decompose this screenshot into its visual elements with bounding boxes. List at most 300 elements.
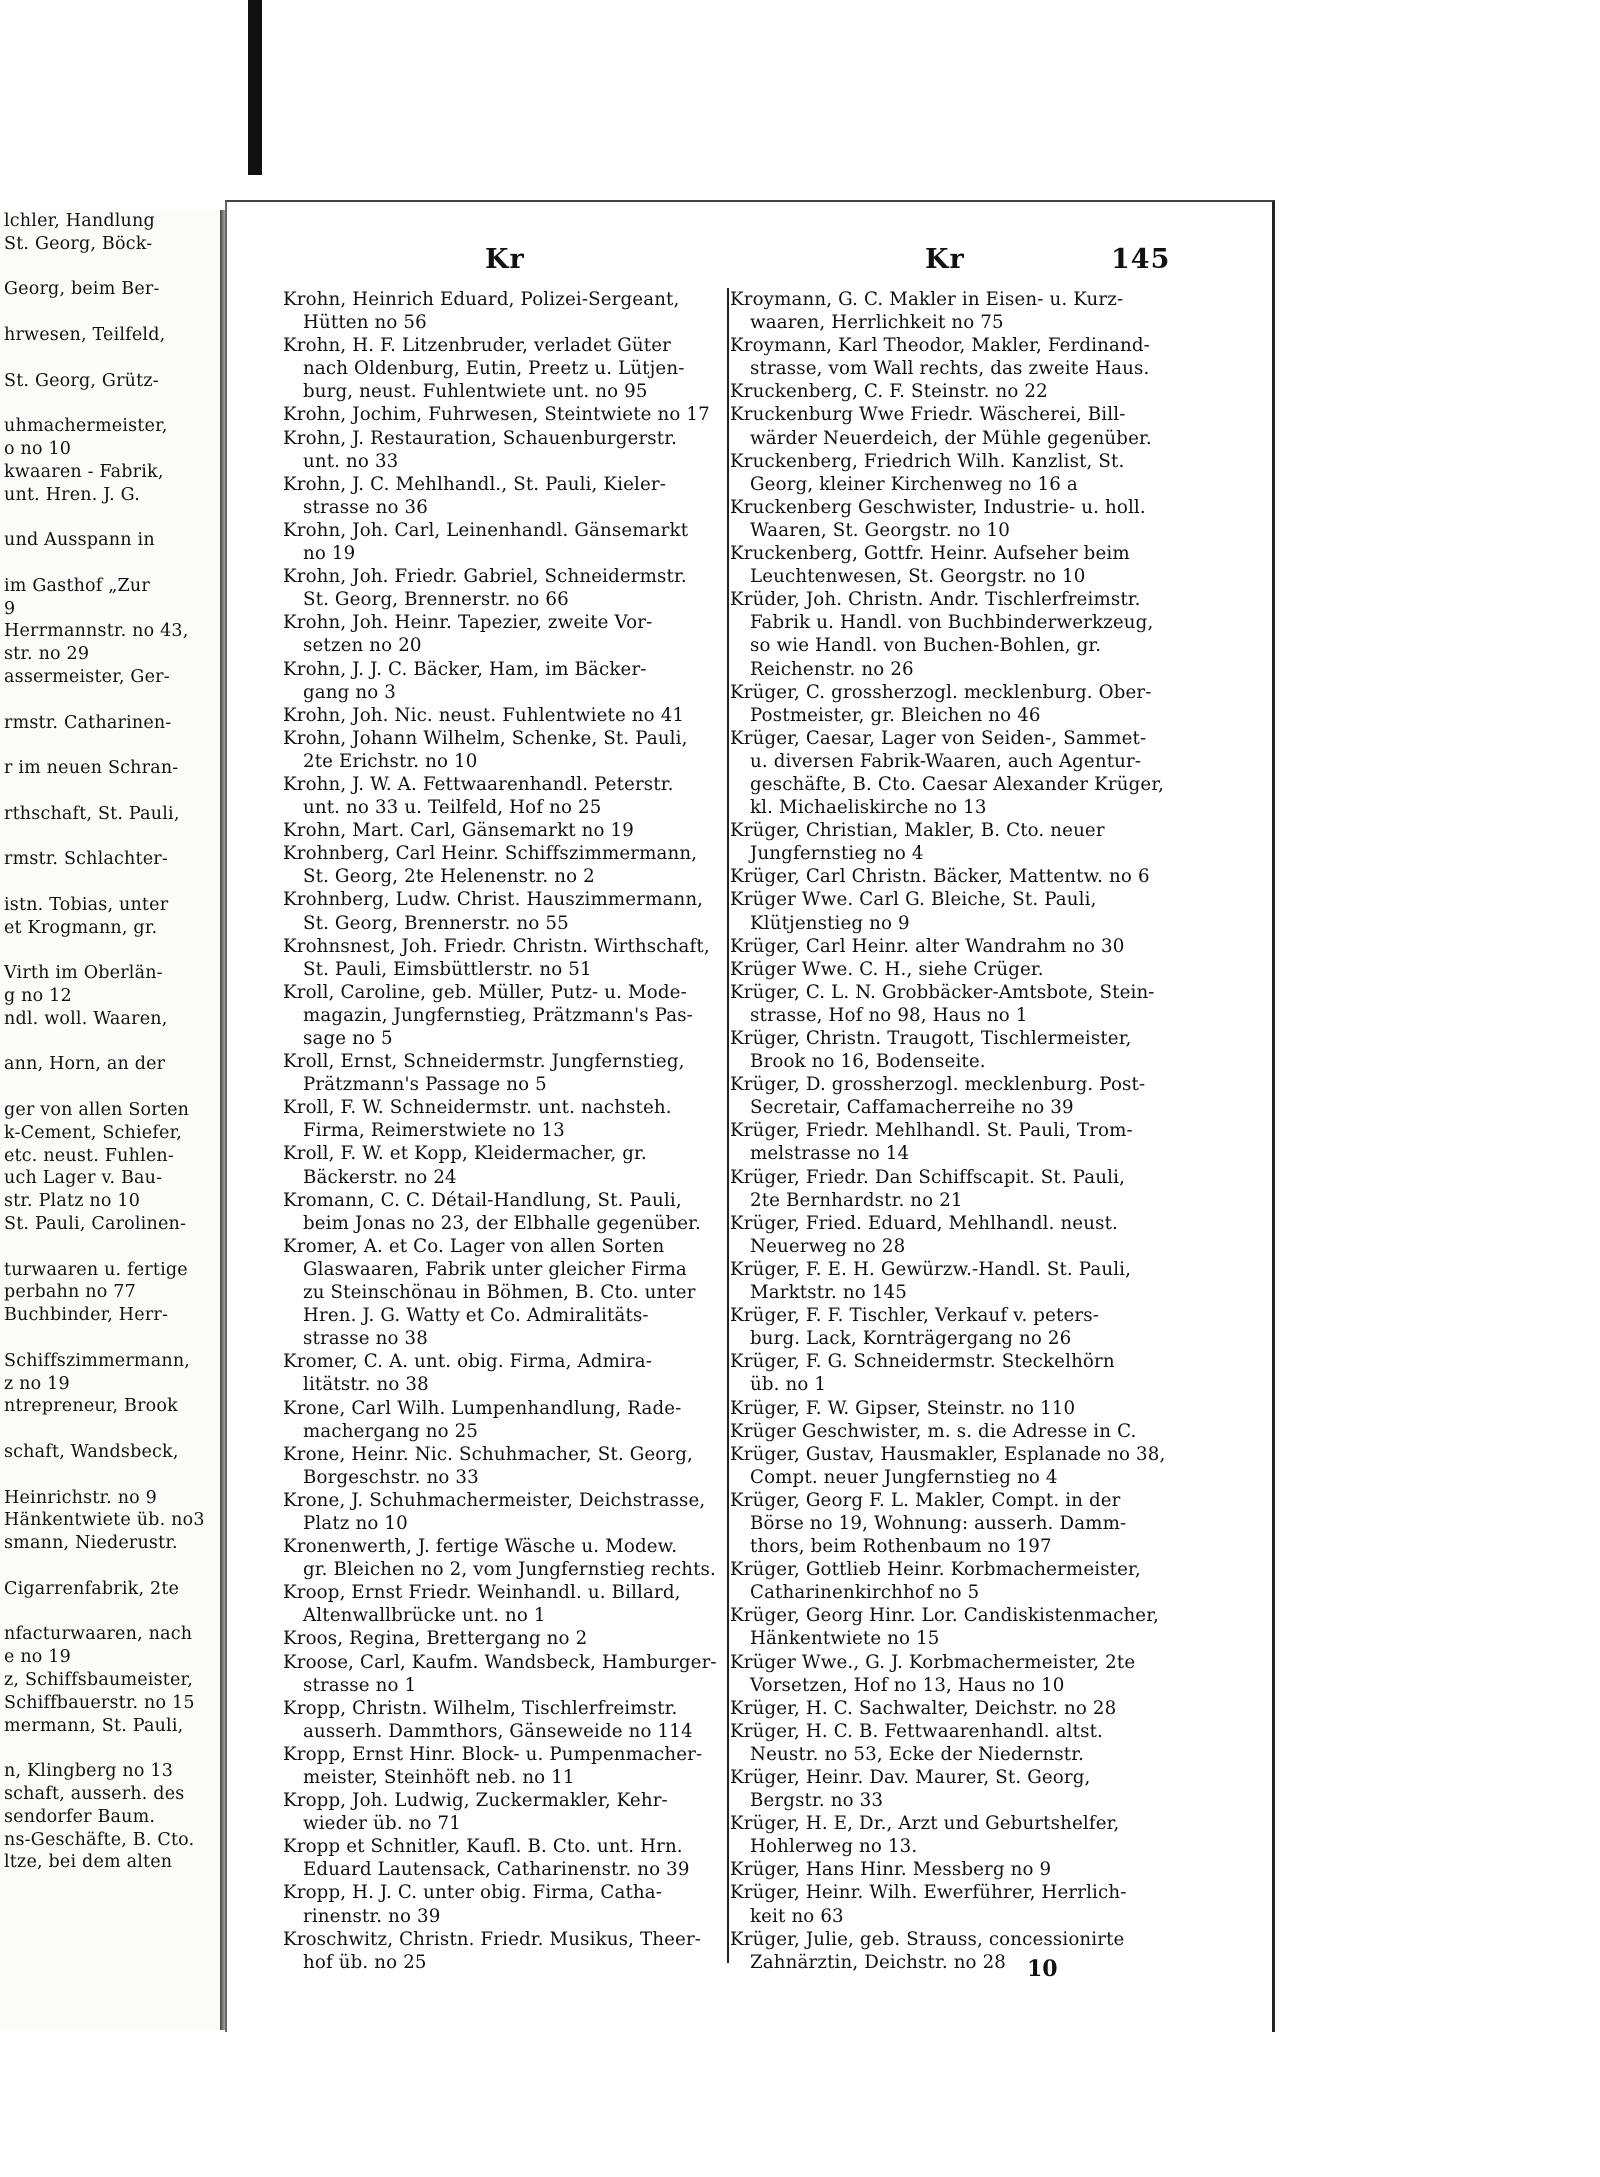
- directory-entry: [730, 958, 1170, 981]
- entry-line: Kropp, H. J. C. unter obig. Firma, Catha-: [283, 1882, 663, 1904]
- fragment-line: Schiffbauerstr. no 15: [4, 1692, 195, 1713]
- fragment-line: [0, 940, 220, 963]
- directory-entry: [730, 1304, 1170, 1350]
- entry-line: Borgeschstr. no 33: [303, 1466, 479, 1488]
- directory-entry: [283, 1581, 723, 1627]
- entry-line: Platz no 10: [303, 1512, 408, 1534]
- fragment-line: schaft, Wandsbeck,: [4, 1442, 179, 1463]
- entry-line: Krüger, Carl Christn. Bäcker, Mattentw. no 6: [730, 866, 1150, 888]
- entry-line: Krüger, Heinr. Wilh. Ewerführer, Herrlich-: [730, 1882, 1127, 1904]
- fragment-line: [0, 871, 220, 894]
- directory-entry: [283, 1443, 723, 1489]
- entry-line: Hänkentwiete no 15: [750, 1628, 940, 1650]
- entry-line: meister, Steinhöft neb. no 11: [303, 1767, 575, 1788]
- entry-line: Kropp, Joh. Ludwig, Zuckermakler, Kehr-: [283, 1790, 668, 1812]
- fragment-line: Cigarrenfabrik, 2te: [4, 1578, 180, 1599]
- directory-entry: [730, 1212, 1170, 1258]
- right-page: [225, 200, 1275, 2032]
- entry-line: Kromann, C. C. Détail-Handlung, St. Pauli,: [283, 1189, 682, 1211]
- running-head-left: Kr: [485, 244, 525, 275]
- fragment-line: k-Cement, Schiefer,: [4, 1122, 182, 1143]
- entry-line: Krüger, F. G. Schneidermstr. Steckelhörn: [730, 1351, 1115, 1373]
- directory-entry: [730, 1350, 1170, 1396]
- fragment-line: [0, 347, 220, 370]
- entry-line: strasse no 36: [303, 496, 428, 518]
- directory-entry: [730, 1073, 1170, 1119]
- directory-entry: [730, 819, 1170, 865]
- entry-line: so wie Handl. von Buchen-Bohlen, gr.: [750, 635, 1102, 657]
- entry-line: Krüger Wwe. C. H., siehe Crüger.: [730, 958, 1044, 980]
- fragment-line: [0, 826, 220, 849]
- entry-line: Krohn, Joh. Friedr. Gabriel, Schneidermstr.: [283, 566, 687, 588]
- directory-entry: [283, 403, 723, 426]
- fragment-line: [0, 734, 220, 757]
- entry-line: keit no 63: [750, 1905, 844, 1927]
- entry-line: Krüger, Christn. Traugott, Tischlermeister,: [730, 1028, 1132, 1049]
- entry-line: Bäckerstr. no 24: [303, 1166, 457, 1188]
- entry-line: Georg, kleiner Kirchenweg no 16 a: [750, 473, 1078, 495]
- fragment-line: et Krogmann, gr.: [4, 917, 158, 938]
- entry-line: magazin, Jungfernstieg, Prätzmann's Pas-: [303, 1004, 693, 1026]
- entry-line: Krüger, Gustav, Hausmakler, Esplanade no 38,: [730, 1443, 1166, 1465]
- fragment-line: [0, 1418, 220, 1441]
- fragment-line: [0, 780, 220, 803]
- fragment-line: ger von allen Sorten: [4, 1100, 190, 1121]
- directory-entry: [283, 935, 723, 981]
- directory-entry: [283, 611, 723, 657]
- entry-line: Krüger, Julie, geb. Strauss, concessionirte: [730, 1928, 1125, 1950]
- directory-entry: [730, 542, 1170, 588]
- directory-entry: [283, 1697, 723, 1743]
- fragment-line: o no 10: [4, 438, 72, 459]
- entry-line: Bergstr. no 33: [750, 1790, 884, 1812]
- directory-entry: [730, 1604, 1170, 1650]
- fragment-line: smann, Niederustr.: [4, 1533, 178, 1554]
- entry-line: Altenwallbrücke unt. no 1: [303, 1605, 546, 1627]
- entry-line: St. Pauli, Eimsbüttlerstr. no 51: [303, 958, 592, 980]
- directory-entry: [283, 565, 723, 611]
- entry-line: Krüger, C. L. N. Grobbäcker-Amtsbote, Stein-: [730, 981, 1155, 1003]
- entry-line: rinenstr. no 39: [303, 1905, 441, 1927]
- directory-entry: [283, 1928, 723, 1974]
- page-number: 145: [1111, 244, 1171, 275]
- directory-entry: [730, 935, 1170, 958]
- entry-line: Kroll, Caroline, geb. Müller, Putz- u. Mode-: [283, 981, 687, 1003]
- entry-line: Krüger, C. grossherzogl. mecklenburg. Ober-: [730, 681, 1152, 703]
- entry-line: ausserh. Dammthors, Gänseweide no 114: [303, 1720, 693, 1742]
- entry-line: Krone, J. Schuhmachermeister, Deichstrasse,: [283, 1489, 706, 1511]
- fragment-line: ntrepreneur, Brook: [4, 1396, 178, 1417]
- entry-line: strasse no 1: [303, 1674, 417, 1696]
- fragment-line: [0, 301, 220, 324]
- entry-line: 2te Erichstr. no 10: [303, 750, 478, 772]
- entry-line: Neustr. no 53, Ecke der Niedernstr.: [750, 1743, 1085, 1765]
- entry-line: St. Georg, 2te Helenenstr. no 2: [303, 866, 595, 888]
- entry-line: Kronenwerth, J. fertige Wäsche u. Modew.: [283, 1536, 678, 1558]
- entry-line: Krohn, J. Restauration, Schauenburgerstr.: [283, 427, 678, 449]
- fragment-line: [0, 1555, 220, 1578]
- entry-line: Kruckenberg, C. F. Steinstr. no 22: [730, 381, 1048, 403]
- fragment-line: Buchbinder, Herr-: [4, 1305, 169, 1326]
- directory-entry: [730, 1443, 1170, 1489]
- directory-entry: [283, 1535, 723, 1581]
- fragment-line: [0, 1076, 220, 1099]
- directory-entry: [283, 888, 723, 934]
- directory-entry: [730, 403, 1170, 449]
- entry-line: Krone, Heinr. Nic. Schuhmacher, St. Georg,: [283, 1443, 693, 1465]
- entry-line: Krohn, Joh. Nic. neust. Fuhlentwiete no 41: [283, 704, 685, 726]
- entry-line: zu Steinschönau in Böhmen, B. Cto. unter: [303, 1282, 696, 1304]
- directory-entry: [730, 450, 1170, 496]
- entry-line: Firma, Reimerstwiete no 13: [303, 1120, 565, 1142]
- directory-entry: [730, 1928, 1170, 1974]
- directory-entry: [283, 1789, 723, 1835]
- entry-line: Krüger, H. C. Sachwalter, Deichstr. no 28: [730, 1697, 1117, 1719]
- entry-line: Krüger, F. E. H. Gewürzw.-Handl. St. Pauli,: [730, 1258, 1132, 1280]
- directory-entry: [730, 1166, 1170, 1212]
- fragment-line: e no 19: [4, 1647, 71, 1668]
- entry-line: geschäfte, B. Cto. Caesar Alexander Krüger,: [750, 773, 1165, 795]
- directory-entry: [730, 1766, 1170, 1812]
- entry-line: Compt. neuer Jungfernstieg no 4: [750, 1466, 1058, 1488]
- directory-entry: [283, 819, 723, 842]
- entry-line: u. diversen Fabrik-Waaren, auch Agentur-: [750, 750, 1142, 772]
- entry-line: Secretair, Caffamacherreihe no 39: [750, 1097, 1074, 1119]
- directory-entry: [283, 1142, 723, 1188]
- fragment-line: lchler, Handlung: [4, 211, 155, 231]
- directory-entry: [730, 288, 1170, 334]
- column-rule: [727, 288, 729, 1963]
- entry-line: Kroll, F. W. et Kopp, Kleidermacher, gr.: [283, 1143, 647, 1165]
- entry-line: Kroll, F. W. Schneidermstr. unt. nachsteh.: [283, 1097, 672, 1119]
- fragment-line: str. Platz no 10: [4, 1191, 141, 1212]
- entry-line: Krüger, H. E, Dr., Arzt und Geburtshelfer,: [730, 1813, 1120, 1835]
- entry-line: Krohn, Heinrich Eduard, Polizei-Sergeant,: [283, 289, 680, 310]
- fragment-line: und Ausspann in: [4, 530, 155, 551]
- directory-entry: [730, 681, 1170, 727]
- fragment-line: istn. Tobias, unter: [4, 894, 169, 915]
- entry-line: Krüger, F. W. Gipser, Steinstr. no 110: [730, 1397, 1076, 1419]
- entry-line: Hren. J. G. Watty et Co. Admiralitäts-: [303, 1305, 649, 1327]
- directory-entry: [283, 704, 723, 727]
- directory-entry: [730, 1812, 1170, 1858]
- entry-line: Krüger, Heinr. Dav. Maurer, St. Georg,: [730, 1767, 1091, 1788]
- directory-entry: [730, 496, 1170, 542]
- entry-line: Marktstr. no 145: [750, 1282, 907, 1304]
- directory-entry: [730, 1420, 1170, 1443]
- fragment-line: Schiffszimmermann,: [4, 1350, 191, 1371]
- entry-line: Krüger Wwe., G. J. Korbmachermeister, 2te: [730, 1651, 1136, 1673]
- directory-column-right: [730, 288, 1170, 1974]
- entry-line: Kruckenberg Geschwister, Industrie- u. holl.: [730, 496, 1146, 518]
- entry-line: unt. no 33: [303, 450, 399, 472]
- directory-entry: [283, 1881, 723, 1927]
- fragment-line: [0, 1737, 220, 1760]
- fragment-line: n, Klingberg no 13: [4, 1761, 174, 1782]
- entry-line: Krüger, Carl Heinr. alter Wandrahm no 30: [730, 935, 1125, 957]
- fragment-line: [0, 1031, 220, 1054]
- entry-line: Kroop, Ernst Friedr. Weinhandl. u. Billard,: [283, 1582, 681, 1604]
- entry-line: gr. Bleichen no 2, vom Jungfernstieg rechts.: [303, 1559, 716, 1581]
- fragment-line: [0, 1464, 220, 1487]
- entry-line: Kromer, C. A. unt. obig. Firma, Admira-: [283, 1351, 653, 1373]
- directory-entry: [283, 334, 723, 403]
- fragment-line: rmstr. Schlachter-: [4, 849, 168, 870]
- entry-line: Krüger Wwe. Carl G. Bleiche, St. Pauli,: [730, 889, 1097, 911]
- left-page-fragment: [0, 210, 222, 2030]
- fragment-line: z, Schiffsbaumeister,: [4, 1670, 193, 1690]
- directory-entry: [283, 1350, 723, 1396]
- directory-entry: [283, 1489, 723, 1535]
- entry-line: Eduard Lautensack, Catharinenstr. no 39: [303, 1859, 690, 1881]
- entry-line: Krohn, J. J. C. Bäcker, Ham, im Bäcker-: [283, 658, 647, 680]
- entry-line: Kroos, Regina, Brettergang no 2: [283, 1628, 588, 1650]
- entry-line: hof üb. no 25: [303, 1951, 427, 1973]
- fragment-line: ndl. woll. Waaren,: [4, 1008, 168, 1029]
- directory-entry: [283, 842, 723, 888]
- entry-line: Fabrik u. Handl. von Buchbinderwerkzeug,: [750, 612, 1154, 634]
- entry-line: litätstr. no 38: [303, 1374, 429, 1396]
- fragment-line: Herrmannstr. no 43,: [4, 621, 189, 642]
- entry-line: strasse, Hof no 98, Haus no 1: [750, 1004, 1028, 1026]
- fragment-line: Georg, beim Ber-: [4, 279, 160, 300]
- entry-line: Reichenstr. no 26: [750, 658, 914, 680]
- entry-line: Krüger, Friedr. Dan Schiffscapit. St. Pauli,: [730, 1166, 1126, 1188]
- directory-entry: [283, 773, 723, 819]
- fragment-line: rmstr. Catharinen-: [4, 712, 172, 733]
- entry-line: Postmeister, gr. Bleichen no 46: [750, 704, 1041, 726]
- fragment-line: uhmachermeister,: [4, 416, 168, 437]
- directory-entry: [283, 427, 723, 473]
- entry-line: Vorsetzen, Hof no 13, Haus no 10: [750, 1674, 1065, 1696]
- entry-line: Krüger, Hans Hinr. Messberg no 9: [730, 1859, 1052, 1881]
- directory-entry: [283, 1397, 723, 1443]
- entry-line: Krüger, D. grossherzogl. mecklenburg. Post-: [730, 1074, 1146, 1096]
- fragment-line: [0, 256, 220, 279]
- entry-line: Kruckenburg Wwe Friedr. Wäscherei, Bill-: [730, 404, 1126, 426]
- directory-entry: [283, 981, 723, 1050]
- fragment-line: Virth im Oberlän-: [4, 963, 163, 984]
- entry-line: Leuchtenwesen, St. Georgstr. no 10: [750, 566, 1086, 588]
- entry-line: Klütjenstieg no 9: [750, 912, 910, 934]
- entry-line: wieder üb. no 71: [303, 1813, 461, 1835]
- entry-line: Krohn, Mart. Carl, Gänsemarkt no 19: [283, 820, 634, 842]
- page-header: [227, 244, 1272, 284]
- fragment-line: [0, 552, 220, 575]
- fragment-line: [0, 1601, 220, 1624]
- entry-line: üb. no 1: [750, 1374, 827, 1396]
- fragment-line: r im neuen Schran-: [4, 758, 179, 779]
- directory-entry: [730, 1489, 1170, 1558]
- directory-entry: [730, 588, 1170, 680]
- directory-entry: [730, 981, 1170, 1027]
- fragment-line: kwaaren - Fabrik,: [4, 461, 164, 482]
- entry-line: Krüger, Friedr. Mehlhandl. St. Pauli, Trom-: [730, 1120, 1133, 1142]
- entry-line: Kropp, Ernst Hinr. Block- u. Pumpenmacher-: [283, 1743, 703, 1765]
- entry-line: Kropp et Schnitler, Kaufl. B. Cto. unt. Hrn.: [283, 1836, 683, 1858]
- directory-entry: [730, 888, 1170, 934]
- fragment-line: mermann, St. Pauli,: [4, 1715, 184, 1736]
- fragment-line: Hänkentwiete üb. no3: [4, 1510, 205, 1531]
- entry-line: Waaren, St. Georgstr. no 10: [750, 519, 1010, 541]
- entry-line: Krüger, Fried. Eduard, Mehlhandl. neust.: [730, 1212, 1118, 1234]
- entry-line: gang no 3: [303, 681, 396, 703]
- entry-line: nach Oldenburg, Eutin, Preetz u. Lütjen-: [303, 358, 685, 380]
- directory-entry: [730, 1558, 1170, 1604]
- directory-entry: [730, 1720, 1170, 1766]
- entry-line: Börse no 19, Wohnung: ausserh. Damm-: [750, 1512, 1127, 1534]
- entry-line: thors, beim Rothenbaum no 197: [750, 1536, 1052, 1558]
- fragment-line: uch Lager v. Bau-: [4, 1168, 163, 1189]
- entry-line: strasse no 38: [303, 1328, 428, 1350]
- entry-line: burg. Lack, Kornträgergang no 26: [750, 1328, 1072, 1350]
- entry-line: Krohn, Jochim, Fuhrwesen, Steintwiete no 17: [283, 404, 710, 426]
- fragment-line: [0, 689, 220, 712]
- fragment-line: g no 12: [4, 986, 72, 1007]
- fragment-line: hrwesen, Teilfeld,: [4, 324, 166, 345]
- entry-line: Prätzmann's Passage no 5: [303, 1074, 547, 1096]
- entry-line: Jungfernstieg no 4: [750, 843, 924, 865]
- fragment-line: sendorfer Baum.: [4, 1806, 156, 1827]
- directory-entry: [283, 727, 723, 773]
- directory-entry: [730, 1027, 1170, 1073]
- entry-line: Krohn, Joh. Heinr. Tapezier, zweite Vor-: [283, 612, 653, 634]
- fragment-line: ann, Horn, an der: [4, 1054, 166, 1075]
- entry-line: Kroymann, Karl Theodor, Makler, Ferdinand-: [730, 335, 1150, 357]
- fragment-line: turwaaren u. fertige: [4, 1259, 188, 1280]
- entry-line: Krüger, Georg F. L. Makler, Compt. in der: [730, 1489, 1121, 1511]
- fragment-line: etc. neust. Fuhlen-: [4, 1145, 174, 1166]
- fragment-line: z no 19: [4, 1373, 70, 1394]
- entry-line: Krohnsnest, Joh. Friedr. Christn. Wirthschaft,: [283, 935, 710, 957]
- directory-entry: [730, 865, 1170, 888]
- entry-line: setzen no 20: [303, 635, 422, 657]
- directory-entry: [730, 1697, 1170, 1720]
- fragment-line: [0, 1327, 220, 1350]
- entry-line: Kromer, A. et Co. Lager von allen Sorten: [283, 1235, 665, 1257]
- fragment-line: Heinrichstr. no 9: [4, 1487, 158, 1508]
- fragment-line: perbahn no 77: [4, 1282, 136, 1303]
- directory-entry: [283, 658, 723, 704]
- entry-line: Catharinenkirchhof no 5: [750, 1582, 980, 1604]
- directory-entry: [283, 473, 723, 519]
- entry-line: Krohn, J. C. Mehlhandl., St. Pauli, Kieler-: [283, 473, 667, 495]
- entry-line: Krohn, J. W. A. Fettwaarenhandl. Peterstr.: [283, 773, 674, 795]
- entry-line: unt. no 33 u. Teilfeld, Hof no 25: [303, 797, 602, 819]
- directory-entry: [283, 1189, 723, 1235]
- fragment-line: assermeister, Ger-: [4, 666, 170, 687]
- entry-line: Krone, Carl Wilh. Lumpenhandlung, Rade-: [283, 1397, 682, 1419]
- directory-entry: [730, 1881, 1170, 1927]
- directory-column-left: [283, 288, 723, 1974]
- directory-entry: [730, 1858, 1170, 1881]
- directory-entry: [730, 1397, 1170, 1420]
- entry-line: kl. Michaeliskirche no 13: [750, 797, 987, 819]
- entry-line: 2te Bernhardstr. no 21: [750, 1189, 963, 1211]
- fragment-line: St. Georg, Grütz-: [4, 370, 159, 391]
- entry-line: Krüger, Christian, Makler, B. Cto. neuer: [730, 820, 1105, 842]
- fragment-line: schaft, ausserh. des: [4, 1783, 185, 1804]
- entry-line: melstrasse no 14: [750, 1143, 910, 1165]
- entry-line: Kruckenberg, Gottfr. Heinr. Aufseher beim: [730, 543, 1130, 565]
- fragment-line: ltze, bei dem alten: [4, 1852, 173, 1873]
- entry-line: Krüder, Joh. Christn. Andr. Tischlerfreimstr.: [730, 589, 1141, 611]
- directory-entry: [283, 1835, 723, 1881]
- fragment-line: 9: [4, 598, 16, 619]
- fragment-line: St. Pauli, Carolinen-: [4, 1214, 187, 1235]
- fragment-line: unt. Hren. J. G.: [4, 484, 140, 505]
- directory-entry: [730, 380, 1170, 403]
- entry-line: St. Georg, Brennerstr. no 55: [303, 912, 569, 934]
- directory-entry: [730, 334, 1170, 380]
- directory-entry: [283, 1235, 723, 1350]
- entry-line: St. Georg, Brennerstr. no 66: [303, 589, 569, 611]
- entry-line: Kroymann, G. C. Makler in Eisen- u. Kurz-: [730, 289, 1124, 310]
- directory-entry: [730, 1119, 1170, 1165]
- entry-line: Kruckenberg, Friedrich Wilh. Kanzlist, St.: [730, 450, 1125, 472]
- fragment-line: [0, 1236, 220, 1259]
- entry-line: burg, neust. Fuhlentwiete unt. no 95: [303, 381, 648, 403]
- directory-entry: [283, 1651, 723, 1697]
- entry-line: Kroll, Ernst, Schneidermstr. Jungfernstieg,: [283, 1051, 685, 1073]
- book-spine: [248, 0, 262, 175]
- entry-line: Krüger, Gottlieb Heinr. Korbmachermeister,: [730, 1559, 1141, 1581]
- entry-line: Hohlerweg no 13.: [750, 1836, 918, 1858]
- fragment-line: im Gasthof „Zur: [4, 575, 150, 596]
- entry-line: no 19: [303, 543, 356, 565]
- fragment-line: rthschaft, St. Pauli,: [4, 803, 180, 824]
- fragment-line: nfacturwaaren, nach: [4, 1624, 193, 1645]
- entry-line: Krüger Geschwister, m. s. die Adresse in C.: [730, 1420, 1137, 1442]
- entry-line: sage no 5: [303, 1028, 393, 1049]
- directory-entry: [283, 1627, 723, 1650]
- entry-line: Krüger, Caesar, Lager von Seiden-, Sammet-: [730, 727, 1147, 749]
- entry-line: Glaswaaren, Fabrik unter gleicher Firma: [303, 1258, 687, 1280]
- entry-line: strasse, vom Wall rechts, das zweite Haus.: [750, 358, 1150, 380]
- fragment-line: str. no 29: [4, 644, 90, 665]
- entry-line: Krüger, H. C. B. Fettwaarenhandl. altst.: [730, 1720, 1103, 1742]
- directory-entry: [283, 1050, 723, 1096]
- entry-line: Kroose, Carl, Kaufm. Wandsbeck, Hamburger-: [283, 1651, 717, 1673]
- entry-line: Krüger, Georg Hinr. Lor. Candiskistenmacher,: [730, 1605, 1160, 1627]
- entry-line: Krohn, Johann Wilhelm, Schenke, St. Pauli,: [283, 727, 688, 749]
- directory-entry: [283, 519, 723, 565]
- directory-entry: [283, 1743, 723, 1789]
- entry-line: Neuerweg no 28: [750, 1235, 906, 1257]
- fragment-line: St. Georg, Böck-: [4, 233, 153, 254]
- entry-line: Brook no 16, Bodenseite.: [750, 1051, 986, 1073]
- fragment-line: [0, 506, 220, 529]
- entry-line: Krohnberg, Ludw. Christ. Hauszimmermann,: [283, 889, 704, 911]
- entry-line: Krüger, F. F. Tischler, Verkauf v. peters-: [730, 1305, 1100, 1327]
- entry-line: Krohn, H. F. Litzenbruder, verladet Güter: [283, 335, 672, 357]
- directory-entry: [730, 1258, 1170, 1304]
- entry-line: waaren, Herrlichkeit no 75: [750, 312, 1004, 334]
- directory-entry: [283, 288, 723, 334]
- running-head-right: Kr: [925, 244, 965, 275]
- entry-line: Krohn, Joh. Carl, Leinenhandl. Gänsemarkt: [283, 519, 689, 541]
- entry-line: machergang no 25: [303, 1420, 479, 1442]
- fragment-line: [0, 392, 220, 415]
- entry-line: Hütten no 56: [303, 312, 427, 334]
- signature-mark: 10: [1027, 1956, 1058, 1982]
- directory-entry: [730, 727, 1170, 819]
- entry-line: beim Jonas no 23, der Elbhalle gegenüber.: [303, 1212, 701, 1234]
- entry-line: Kroschwitz, Christn. Friedr. Musikus, Theer-: [283, 1928, 702, 1950]
- directory-entry: [730, 1651, 1170, 1697]
- entry-line: wärder Neuerdeich, der Mühle gegenüber.: [750, 427, 1152, 449]
- entry-line: Kropp, Christn. Wilhelm, Tischlerfreimstr.: [283, 1697, 678, 1719]
